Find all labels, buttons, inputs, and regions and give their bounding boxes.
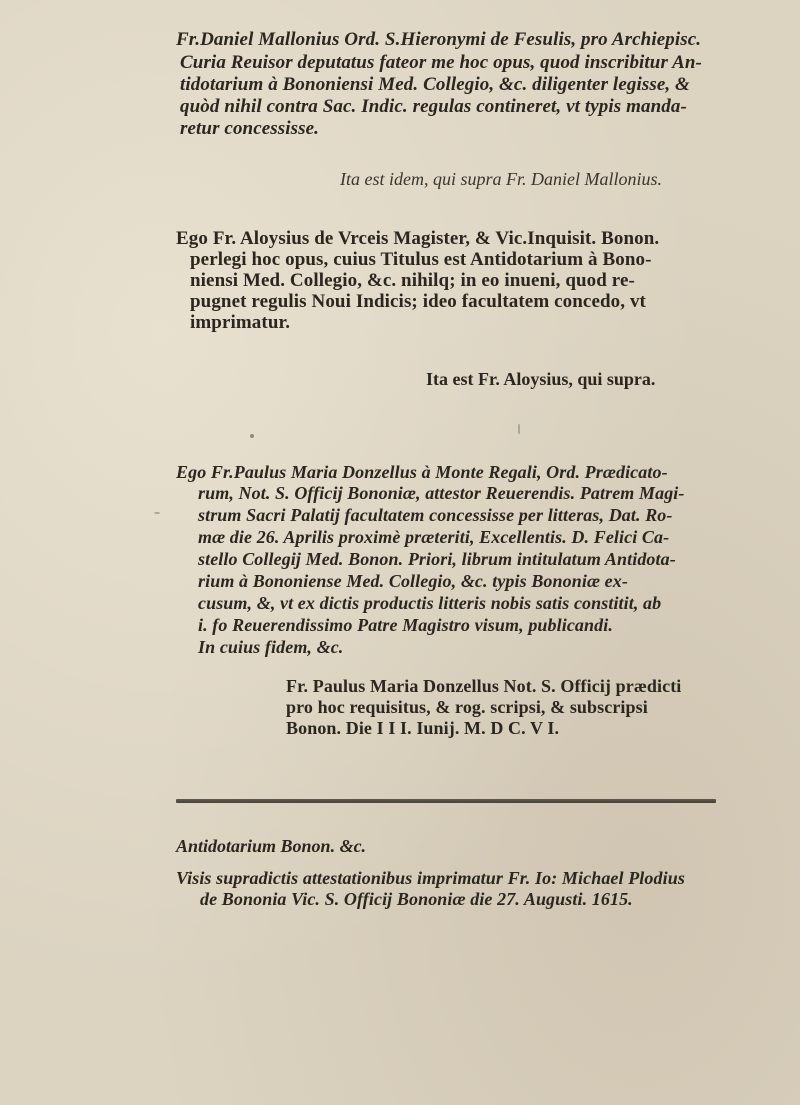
text-line: de Bononia Vic. S. Officij Bononiæ die 27. Augusti. 1615.	[200, 889, 633, 909]
text-line: Fr. Paulus Maria Donzellus Not. S. Officij prædicti	[286, 676, 682, 696]
text-line: Ego Fr.Paulus Maria Donzellus à Monte Regali, Ord. Prædicato-	[176, 462, 668, 482]
signature-aloysius: Ita est Fr. Aloysius, qui supra.	[426, 369, 656, 389]
text-line: niensi Med. Collegio, &c. nihilq; in eo inueni, quod re-	[190, 270, 635, 291]
text-line: pugnet regulis Noui Indicis; ideo facultatem concedo, vt	[190, 291, 646, 312]
text-line: mæ die 26. Aprilis proximè præteriti, Excellentis. D. Felici Ca-	[198, 527, 670, 547]
text-line: quòd nihil contra Sac. Indic. regulas contineret, vt typis manda-	[180, 96, 687, 117]
text-line: i. fo Reuerendissimo Patre Magistro visum, publicandi.	[198, 615, 613, 635]
divider-rule	[176, 799, 716, 803]
paper-speck	[250, 434, 254, 438]
text-line: imprimatur.	[190, 312, 291, 333]
text-line: tidotarium à Bononiensi Med. Collegio, &c. diligenter legisse, &	[180, 74, 690, 95]
text-line: Curia Reuisor deputatus fateor me hoc opus, quod inscribitur An-	[180, 52, 702, 73]
text-line: perlegi hoc opus, cuius Titulus est Antidotarium à Bono-	[190, 249, 652, 270]
text-line: cusum, &, vt ex dictis productis litteris nobis satis constitit, ab	[198, 593, 662, 613]
text-line: strum Sacri Palatij facultatem concessisse per litteras, Dat. Ro-	[198, 505, 673, 525]
text-line: In cuius fidem, &c.	[198, 637, 344, 657]
signature-mallonius: Ita est idem, qui supra Fr. Daniel Mallonius.	[340, 169, 662, 189]
text-line: rum, Not. S. Officij Bononiæ, attestor Reuerendis. Patrem Magi-	[198, 483, 685, 503]
paper-speck	[518, 424, 520, 434]
running-title: Antidotarium Bonon. &c.	[176, 836, 367, 856]
text-line: Visis supradictis attestationibus imprimatur Fr. Io: Michael Plodius	[176, 868, 685, 888]
text-line: Bonon. Die I I I. Iunij. M. D C. V I.	[286, 718, 560, 738]
text-line: pro hoc requisitus, & rog. scripsi, & subscripsi	[286, 697, 648, 717]
text-line: retur concessisse.	[180, 118, 320, 139]
text-line: Fr.Daniel Mallonius Ord. S.Hieronymi de Fesulis, pro Archiepisc.	[176, 29, 702, 50]
paper-speck	[154, 512, 160, 514]
text-line: stello Collegij Med. Bonon. Priori, librum intitulatum Antidota-	[198, 549, 676, 569]
text-line: rium à Bononiense Med. Collegio, &c. typis Bononiæ ex-	[198, 571, 628, 591]
text-line: Ego Fr. Aloysius de Vrceis Magister, & Vic.Inquisit. Bonon.	[176, 228, 660, 249]
